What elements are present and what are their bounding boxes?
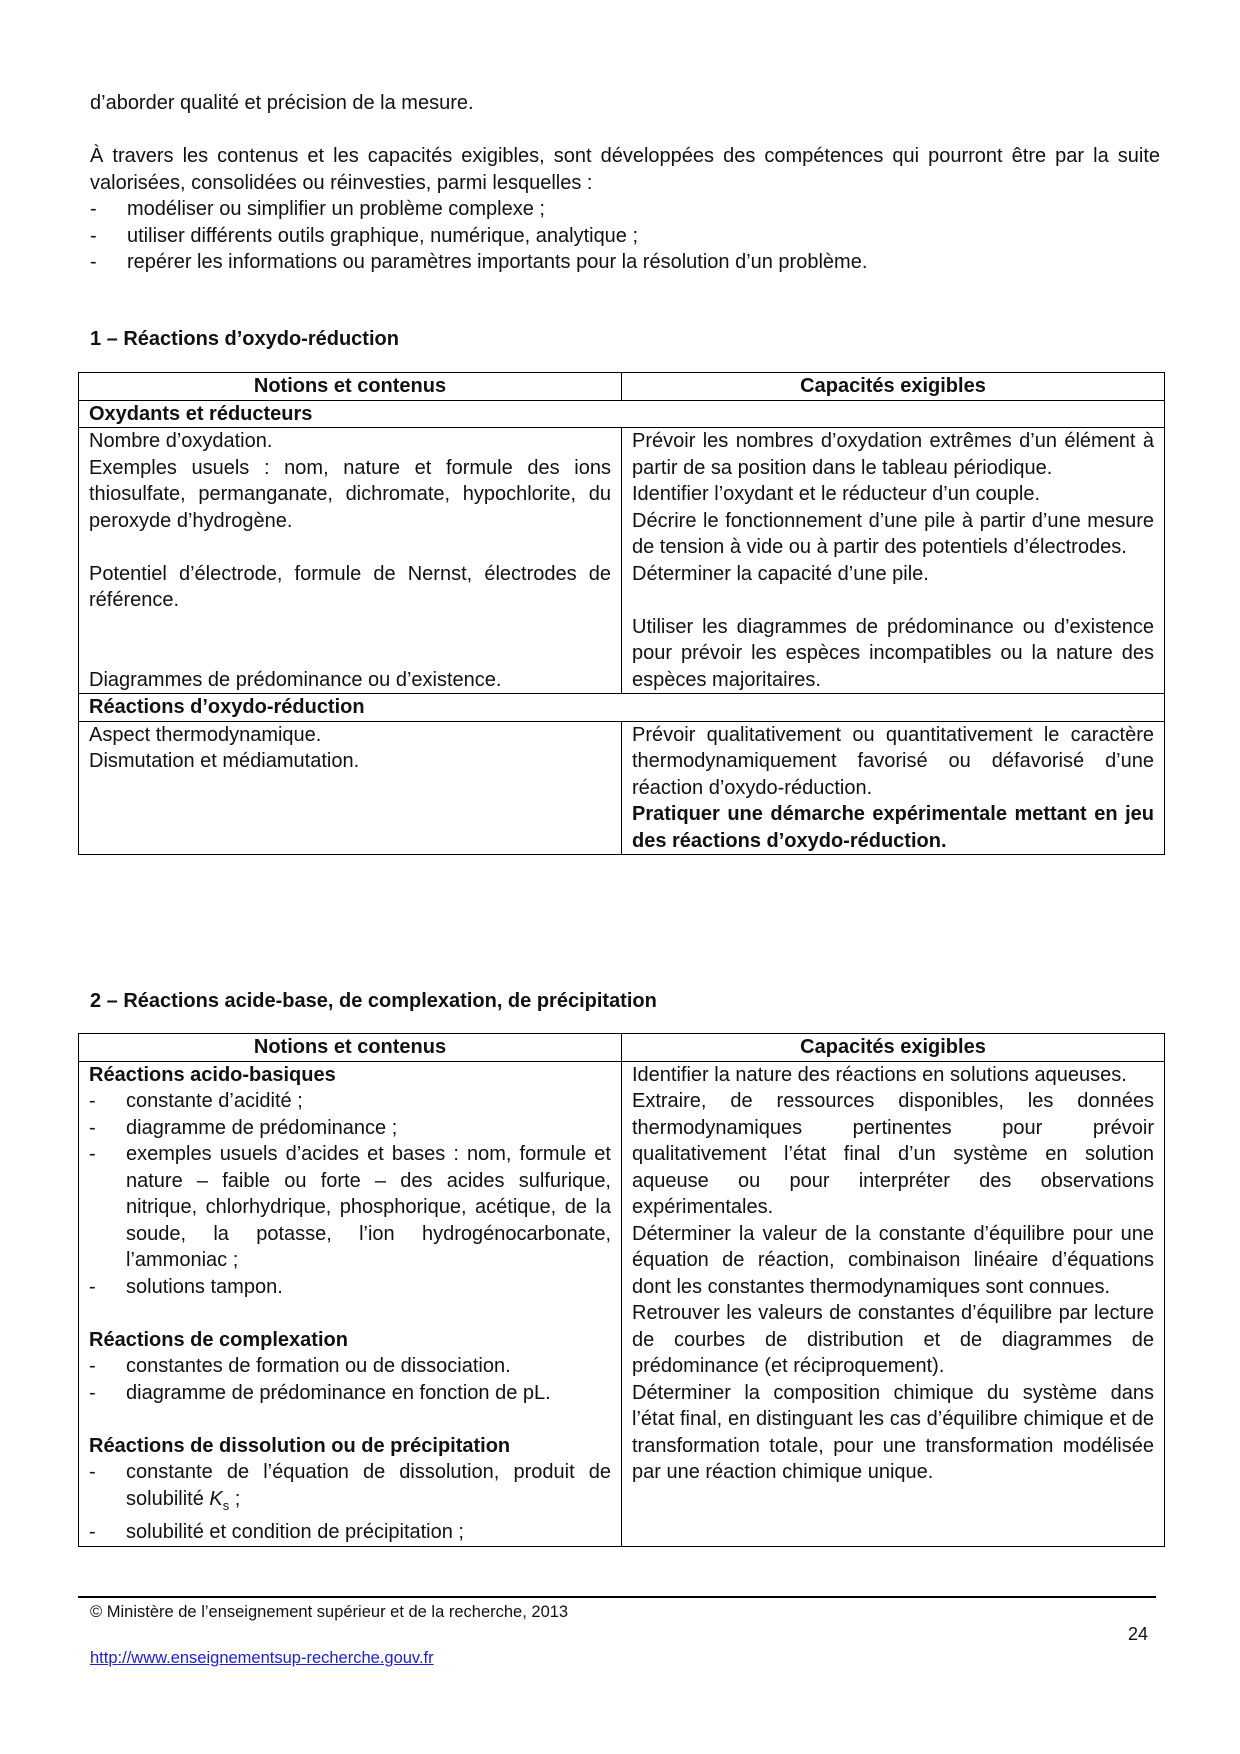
cell-subheading: Réactions acido-basiques (89, 1063, 336, 1086)
section-title: Oxydants et réducteurs (79, 400, 1165, 428)
table-cell (79, 721, 622, 855)
section-row (79, 400, 1165, 428)
bullet-dash: - (89, 1381, 96, 1404)
cell-text: Prévoir les nombres d’oxydation extrêmes d’un élément à partir de sa position dans le tableau périodique. (632, 430, 1154, 479)
cell-text: Nombre d’oxydation. (89, 430, 273, 452)
cell-text: constantes de formation ou de dissociation. (126, 1355, 511, 1377)
bullet-dash: - (89, 1143, 96, 1165)
list-item-text: utiliser différents outils graphique, numérique, analytique ; (127, 224, 639, 247)
cell-text (126, 1459, 611, 1519)
list-item-text: repérer les informations ou paramètres importants pour la résolution d’un problème. (127, 251, 868, 273)
cell-text: Dismutation et médiamutation. (89, 750, 360, 772)
blank-line (89, 1406, 611, 1433)
cell-text: Identifier la nature des réactions en solutions aqueuses. (632, 1063, 1127, 1086)
cell-subheading: Réactions de dissolution ou de précipitation (89, 1434, 511, 1457)
cell-text: Identifier l’oxydant et le réducteur d’un couple. (632, 483, 1041, 505)
bullet-dash: - (89, 1521, 96, 1543)
list-item (90, 249, 1160, 276)
table-cell (79, 1061, 622, 1546)
cell-text: solubilité et condition de précipitation ; (126, 1521, 464, 1543)
cell-text: Aspect thermodynamique. (89, 723, 322, 746)
ks-subscript: s (222, 1497, 230, 1513)
bullet-dash: - (89, 1275, 96, 1298)
text: constante de l’équation de dissolution, produit de solubilité (126, 1461, 611, 1510)
list-item (89, 1141, 611, 1274)
cell-subheading: Réactions de complexation (89, 1328, 348, 1351)
cell-text: Utiliser les diagrammes de prédominance ou d’existence pour prévoir les espèces incompatibles ou la nature des espèces majoritaires. (632, 615, 1154, 691)
cell-text: diagramme de prédominance en fonction de pL. (126, 1381, 551, 1404)
intro-line: d’aborder qualité et précision de la mesure. (90, 92, 474, 114)
list-item (89, 1353, 611, 1380)
table-header-row (79, 373, 1165, 401)
section-row (79, 694, 1165, 722)
footer-link[interactable]: http://www.enseignementsup-recherche.gouv.fr (90, 1649, 434, 1667)
list-item (89, 1519, 611, 1546)
cell-text: Déterminer la composition chimique du système dans l’état final, en distinguant les cas d’équilibre chimique et de transformation totale, pour une transformation modélisée par une réaction chimique unique. (632, 1381, 1154, 1483)
column-header: Capacités exigibles (622, 1034, 1165, 1062)
ks-symbol: K (209, 1487, 223, 1510)
column-header: Notions et contenus (79, 1034, 622, 1062)
cell-text: Exemples usuels : nom, nature et formule des ions thiosulfate, permanganate, dichromate, hypochlorite, du peroxyde d’hydrogène. (89, 456, 611, 532)
list-item (89, 1088, 611, 1115)
list-item (89, 1115, 611, 1142)
table-row (79, 721, 1165, 855)
bullet-dash: - (89, 1090, 96, 1112)
list-item (90, 196, 1160, 223)
bullet-dash: - (89, 1461, 96, 1483)
cell-text: Déterminer la capacité d’une pile. (632, 562, 929, 585)
copyright: © Ministère de l’enseignement supérieur et de la recherche, 2013 (90, 1603, 569, 1621)
cell-text: Retrouver les valeurs de constantes d’équilibre par lecture de courbes de distribution et de diagrammes de prédominance (et réciproquement). (632, 1302, 1154, 1377)
column-header: Capacités exigibles (622, 373, 1165, 401)
blank-line (89, 640, 611, 667)
cell-text: diagramme de prédominance ; (126, 1116, 398, 1139)
table-cell (79, 428, 622, 694)
cell-text: Potentiel d’électrode, formule de Nernst, électrodes de référence. (89, 562, 611, 611)
page-number: 24 (1127, 1624, 1148, 1644)
bullet-dash: - (89, 1355, 96, 1377)
list-item (90, 223, 1160, 250)
cell-text: Décrire le fonctionnement d’une pile à partir d’une mesure de tension à vide ou à partir des potentiels d’électrodes. (632, 509, 1154, 558)
bullet-dash: - (90, 198, 97, 220)
list-item-text: modéliser ou simplifier un problème complexe ; (127, 198, 545, 220)
table-acide-base (78, 1033, 1165, 1547)
bullet-dash: - (89, 1116, 96, 1139)
blank-line (632, 587, 1154, 614)
table-row (79, 428, 1165, 694)
column-header: Notions et contenus (79, 373, 622, 401)
cell-text: constante d’acidité ; (126, 1090, 303, 1112)
blank-line (89, 614, 611, 641)
competence-list (90, 196, 1160, 276)
table-header-row (79, 1034, 1165, 1062)
section-2-heading: 2 – Réactions acide-base, de complexation, de précipitation (90, 990, 657, 1012)
list-item (89, 1380, 611, 1407)
cell-text: Prévoir qualitativement ou quantitativement le caractère thermodynamiquement favorisé ou défavorisé d’une réaction d’oxydo-réduction. (632, 723, 1154, 799)
list-item (89, 1274, 611, 1301)
bullet-dash: - (90, 251, 97, 273)
table-cell (622, 1061, 1165, 1546)
table-row (79, 1061, 1165, 1546)
table-cell (622, 721, 1165, 855)
list-item (89, 1459, 611, 1519)
bullet-dash: - (90, 224, 97, 247)
cell-text: Déterminer la valeur de la constante d’équilibre pour une équation de réaction, combinaison linéaire d’équations dont les constantes thermodynamiques sont connues. (632, 1222, 1154, 1298)
cell-subheading: Pratiquer une démarche expérimentale mettant en jeu des réactions d’oxydo-réduction. (632, 803, 1154, 852)
cell-text: Diagrammes de prédominance ou d’existence. (89, 668, 502, 691)
blank-line (89, 534, 611, 561)
blank-line (89, 1300, 611, 1327)
cell-text: Extraire, de ressources disponibles, les données thermodynamiques pertinentes pour prévoir qualitativement l’état final d’un système en solution aqueuse ou pour interpréter des observations expérimentales. (632, 1090, 1154, 1218)
footer-divider (78, 1596, 1156, 1598)
section-1-heading: 1 – Réactions d’oxydo-réduction (90, 328, 399, 350)
cell-text: solutions tampon. (126, 1275, 283, 1298)
cell-text: exemples usuels d’acides et bases : nom, formule et nature – faible ou forte – des acides sulfurique, nitrique, chlorhydrique, phosphorique, acétique, de la soude, la potasse, l’ion hydrogénocarbonate, l’ammoniac ; (126, 1143, 611, 1271)
table-oxydo-reduction (78, 372, 1165, 855)
section-title: Réactions d’oxydo-réduction (79, 694, 1165, 722)
intro (90, 90, 1160, 276)
text: ; (229, 1487, 241, 1510)
intro-paragraph: À travers les contenus et les capacités exigibles, sont développées des compétences qui pourront être par la suite valorisées, consolidées ou réinvesties, parmi lesquelles : (90, 145, 1160, 194)
table-cell (622, 428, 1165, 694)
